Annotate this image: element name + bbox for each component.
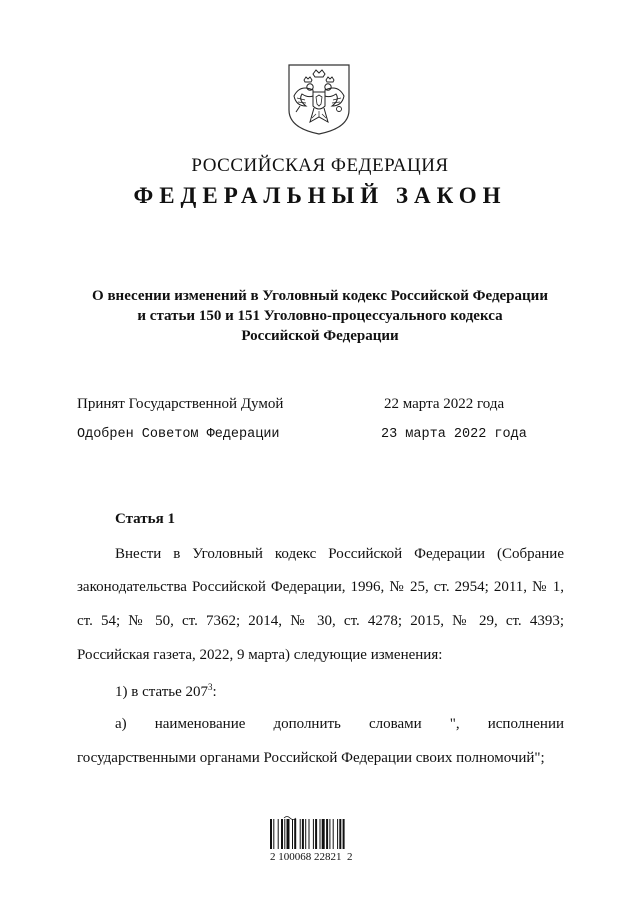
law-title-line-2: и статьи 150 и 151 Уголовно-процессуального кодекса [137, 308, 503, 324]
document-type-heading: ФЕДЕРАЛЬНЫЙ ЗАКОН [133, 183, 507, 208]
barcode-number: 2 100068 22821 2 [270, 851, 353, 863]
duma-adoption-date: 22 марта 2022 года [384, 396, 505, 412]
paragraph-line: Внести в Уголовный кодекс Российской Федерации (Собрание [115, 546, 564, 562]
paragraph-line: ст. 54; № 50, ст. 7362; 2014, № 30, ст. 4278; 2015, № 29, ст. 4393; [77, 613, 564, 629]
article-heading: Статья 1 [115, 511, 175, 527]
list-item-a-line: государственными органами Российской Федерации своих полномочий"; [77, 750, 545, 766]
list-item-1-text: 1) в статье 207 [115, 684, 209, 700]
paragraph-line: законодательства Российской Федерации, 1996, № 25, ст. 2954; 2011, № 1, [77, 579, 564, 595]
law-title-line-1: О внесении изменений в Уголовный кодекс Российской Федерации [92, 288, 548, 304]
list-item-a-line: а) наименование дополнить словами ", исполнении [115, 716, 564, 732]
paragraph-line: Российская газета, 2022, 9 марта) следующие изменения: [77, 647, 443, 663]
coat-of-arms-emblem [286, 62, 352, 136]
country-heading: РОССИЙСКАЯ ФЕДЕРАЦИЯ [191, 155, 449, 176]
council-approval-label: Одобрен Советом Федерации [77, 427, 280, 442]
superscript: 3 [208, 682, 213, 692]
list-item-1-colon: : [212, 684, 217, 700]
law-title-line-3: Российской Федерации [241, 328, 399, 344]
list-item-1 [115, 682, 217, 701]
barcode-image [270, 815, 370, 849]
council-approval-date: 23 марта 2022 года [381, 427, 527, 442]
duma-adoption-label: Принят Государственной Думой [77, 396, 284, 412]
